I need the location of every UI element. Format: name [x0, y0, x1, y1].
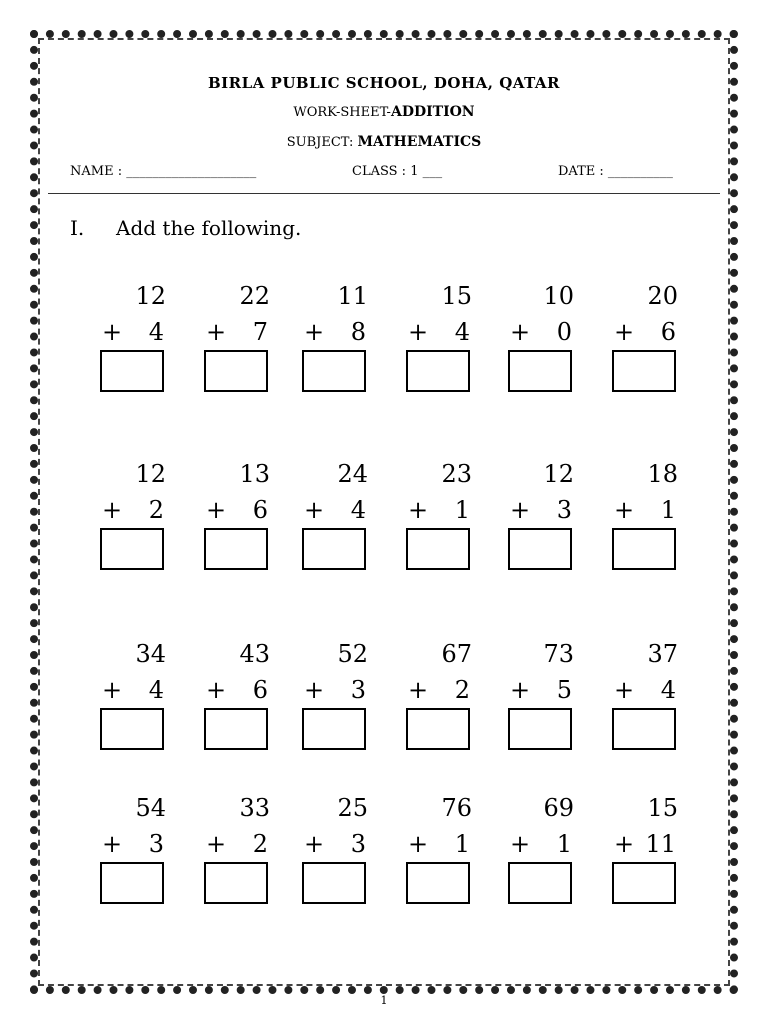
answer-box[interactable] — [204, 528, 268, 570]
answer-box[interactable] — [406, 528, 470, 570]
addend-bottom: 5 — [556, 676, 572, 704]
addend-top: 10 — [543, 282, 574, 310]
section-number: I. — [70, 216, 85, 240]
addend-bottom-line — [102, 830, 164, 858]
addition-problem — [406, 640, 486, 760]
addend-bottom: 11 — [645, 830, 676, 858]
answer-box[interactable] — [612, 350, 676, 392]
plus-sign: + — [304, 496, 325, 524]
addend-bottom: 1 — [556, 830, 572, 858]
addition-problem — [612, 640, 692, 760]
addend-bottom: 3 — [556, 496, 572, 524]
addition-problem — [100, 460, 180, 580]
addend-bottom-line — [304, 676, 366, 704]
addend-bottom: 6 — [252, 676, 268, 704]
addend-bottom-line — [304, 830, 366, 858]
addition-problem — [204, 640, 284, 760]
addend-bottom: 6 — [660, 318, 676, 346]
plus-sign: + — [102, 676, 123, 704]
date-field[interactable]: DATE : __________ — [558, 164, 673, 179]
addition-problem — [302, 282, 382, 402]
answer-box[interactable] — [302, 350, 366, 392]
addend-top: 33 — [239, 794, 270, 822]
addend-bottom-line — [102, 318, 164, 346]
name-field[interactable]: NAME : ____________________ — [70, 164, 257, 179]
plus-sign: + — [304, 830, 325, 858]
addend-top: 52 — [337, 640, 368, 668]
addend-top: 12 — [135, 460, 166, 488]
addition-problem — [508, 460, 588, 580]
answer-box[interactable] — [302, 708, 366, 750]
addend-bottom-line — [614, 830, 676, 858]
plus-sign: + — [614, 676, 635, 704]
addend-bottom-line — [510, 830, 572, 858]
addition-problem — [100, 640, 180, 760]
addend-top: 25 — [337, 794, 368, 822]
class-field[interactable]: CLASS : 1 ___ — [352, 164, 443, 179]
subject-name: MATHEMATICS — [357, 134, 482, 150]
addition-problem — [204, 460, 284, 580]
addend-bottom-line — [102, 496, 164, 524]
addend-bottom: 8 — [350, 318, 366, 346]
addition-problem — [100, 794, 180, 914]
answer-box[interactable] — [612, 528, 676, 570]
answer-box[interactable] — [508, 350, 572, 392]
addend-top: 43 — [239, 640, 270, 668]
plus-sign: + — [614, 318, 635, 346]
subject-line — [0, 134, 768, 150]
plus-sign: + — [510, 318, 531, 346]
answer-box[interactable] — [204, 862, 268, 904]
addend-top: 69 — [543, 794, 574, 822]
addition-problem — [508, 794, 588, 914]
addition-problem — [508, 282, 588, 402]
addend-top: 37 — [647, 640, 678, 668]
answer-box[interactable] — [204, 350, 268, 392]
addend-bottom: 2 — [148, 496, 164, 524]
addend-bottom: 4 — [660, 676, 676, 704]
addition-problem — [302, 460, 382, 580]
answer-box[interactable] — [612, 862, 676, 904]
answer-box[interactable] — [100, 862, 164, 904]
header-divider — [48, 193, 720, 194]
addition-problem — [302, 794, 382, 914]
plus-sign: + — [304, 676, 325, 704]
addend-top: 12 — [543, 460, 574, 488]
addition-problem — [406, 794, 486, 914]
addend-bottom: 4 — [148, 318, 164, 346]
addition-problem — [406, 282, 486, 402]
answer-box[interactable] — [508, 862, 572, 904]
plus-sign: + — [206, 830, 227, 858]
plus-sign: + — [206, 676, 227, 704]
answer-box[interactable] — [406, 708, 470, 750]
addend-top: 24 — [337, 460, 368, 488]
addend-bottom-line — [614, 318, 676, 346]
answer-box[interactable] — [100, 350, 164, 392]
addend-bottom-line — [510, 496, 572, 524]
addend-bottom-line — [614, 496, 676, 524]
addend-bottom: 2 — [252, 830, 268, 858]
addend-top: 23 — [441, 460, 472, 488]
addend-bottom: 0 — [556, 318, 572, 346]
worksheet-title — [0, 104, 768, 120]
addend-bottom-line — [206, 318, 268, 346]
answer-box[interactable] — [100, 528, 164, 570]
answer-box[interactable] — [302, 528, 366, 570]
answer-box[interactable] — [508, 708, 572, 750]
worksheet-prefix: WORK-SHEET- — [293, 105, 391, 120]
addend-bottom-line — [102, 676, 164, 704]
addend-top: 34 — [135, 640, 166, 668]
addition-problem — [204, 282, 284, 402]
plus-sign: + — [102, 496, 123, 524]
plus-sign: + — [510, 676, 531, 704]
answer-box[interactable] — [100, 708, 164, 750]
plus-sign: + — [510, 496, 531, 524]
addend-bottom-line — [408, 496, 470, 524]
plus-sign: + — [614, 496, 635, 524]
addend-top: 67 — [441, 640, 472, 668]
addend-bottom-line — [614, 676, 676, 704]
addend-bottom-line — [206, 830, 268, 858]
addition-problem — [204, 794, 284, 914]
addend-bottom-line — [510, 318, 572, 346]
addition-problem — [508, 640, 588, 760]
addend-top: 54 — [135, 794, 166, 822]
addition-problem — [302, 640, 382, 760]
addition-problem — [406, 460, 486, 580]
plus-sign: + — [614, 830, 635, 858]
addend-bottom: 1 — [660, 496, 676, 524]
addition-problem — [100, 282, 180, 402]
addend-bottom: 4 — [454, 318, 470, 346]
answer-box[interactable] — [406, 862, 470, 904]
plus-sign: + — [102, 830, 123, 858]
plus-sign: + — [408, 318, 429, 346]
addend-bottom: 4 — [350, 496, 366, 524]
addend-bottom-line — [408, 318, 470, 346]
section-heading — [70, 216, 301, 240]
answer-box[interactable] — [406, 350, 470, 392]
addend-bottom: 6 — [252, 496, 268, 524]
addend-top: 15 — [441, 282, 472, 310]
addend-bottom-line — [510, 676, 572, 704]
addend-bottom-line — [408, 830, 470, 858]
worksheet-topic: ADDITION — [390, 104, 475, 120]
plus-sign: + — [408, 676, 429, 704]
addend-bottom-line — [206, 496, 268, 524]
addend-top: 76 — [441, 794, 472, 822]
addend-bottom-line — [206, 676, 268, 704]
plus-sign: + — [206, 496, 227, 524]
addend-bottom: 3 — [148, 830, 164, 858]
addend-bottom: 3 — [350, 676, 366, 704]
addend-top: 18 — [647, 460, 678, 488]
addend-top: 73 — [543, 640, 574, 668]
answer-box[interactable] — [612, 708, 676, 750]
addition-problem — [612, 794, 692, 914]
section-instruction: Add the following. — [116, 216, 302, 240]
addend-bottom-line — [408, 676, 470, 704]
addend-bottom-line — [304, 496, 366, 524]
addend-top: 13 — [239, 460, 270, 488]
addend-top: 11 — [337, 282, 368, 310]
plus-sign: + — [408, 496, 429, 524]
addend-bottom: 3 — [350, 830, 366, 858]
answer-box[interactable] — [302, 862, 366, 904]
page-number: 1 — [380, 994, 388, 1007]
addend-bottom: 1 — [454, 496, 470, 524]
addend-bottom: 2 — [454, 676, 470, 704]
addend-top: 20 — [647, 282, 678, 310]
plus-sign: + — [102, 318, 123, 346]
answer-box[interactable] — [508, 528, 572, 570]
school-name: BIRLA PUBLIC SCHOOL, DOHA, QATAR — [207, 74, 561, 92]
subject-prefix: SUBJECT: — [286, 135, 354, 150]
addend-bottom-line — [304, 318, 366, 346]
plus-sign: + — [304, 318, 325, 346]
addend-bottom: 4 — [148, 676, 164, 704]
addend-bottom: 7 — [252, 318, 268, 346]
addend-bottom: 1 — [454, 830, 470, 858]
addend-top: 12 — [135, 282, 166, 310]
plus-sign: + — [510, 830, 531, 858]
plus-sign: + — [206, 318, 227, 346]
addition-problem — [612, 282, 692, 402]
addend-top: 15 — [647, 794, 678, 822]
answer-box[interactable] — [204, 708, 268, 750]
addend-top: 22 — [239, 282, 270, 310]
addition-problem — [612, 460, 692, 580]
plus-sign: + — [408, 830, 429, 858]
